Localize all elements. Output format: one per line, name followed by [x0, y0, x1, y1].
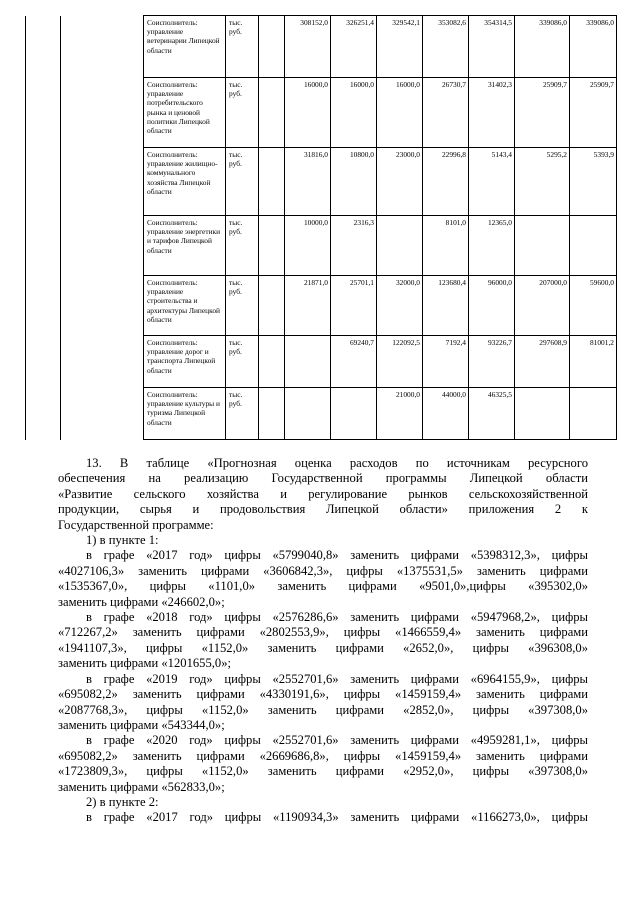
value-cell [285, 336, 331, 388]
value-cell: 32000,0 [377, 276, 423, 336]
text-line: в графе «2017 год» цифры «5799040,8» заменить цифрами «5398312,3», цифры [86, 548, 588, 563]
unit-cell: тыс. руб. [226, 216, 259, 276]
value-cell: 10000,0 [285, 216, 331, 276]
text-line: «712267,2» заменить цифрами «2802553,9», цифры «1466559,4» заменить цифрами [58, 625, 588, 640]
blank-cell [259, 276, 285, 336]
value-cell: 21000,0 [377, 388, 423, 440]
executor-cell: Соисполнитель: управление энергетики и тарифов Липецкой области [144, 216, 226, 276]
value-cell: 297608,9 [515, 336, 570, 388]
value-cell: 46325,5 [469, 388, 515, 440]
value-cell: 26730,7 [423, 78, 469, 148]
point-2-label: 2) в пункте 2: [86, 794, 159, 809]
text-line: «2087768,3», цифры «1152,0» заменить цифрами «2852,0», цифры «397308,0» [58, 702, 588, 717]
text-line: заменить цифрами «246602,0»; [58, 594, 225, 609]
value-cell [331, 388, 377, 440]
value-cell [570, 388, 617, 440]
blank-cell [26, 78, 61, 148]
table-row [26, 78, 617, 148]
text-line: в графе «2019 год» цифры «2552701,6» заменить цифрами «6964155,9», цифры [86, 671, 588, 686]
value-cell: 31816,0 [285, 148, 331, 216]
text-line: в графе «2017 год» цифры «1190934,3» заменить цифрами «1166273,0», цифры [86, 810, 588, 825]
value-cell: 25701,1 [331, 276, 377, 336]
value-cell: 16000,0 [285, 78, 331, 148]
value-cell: 339086,0 [515, 16, 570, 78]
value-cell: 21871,0 [285, 276, 331, 336]
blank-cell [61, 16, 144, 78]
text-line: продукции, сырья и продовольствия Липецкой области» приложения 2 к [58, 502, 588, 517]
value-cell: 25909,7 [570, 78, 617, 148]
value-cell: 59600,0 [570, 276, 617, 336]
value-cell: 22996,8 [423, 148, 469, 216]
text-line: 13. В таблице «Прогнозная оценка расходов по источникам ресурсного [86, 456, 588, 470]
blank-cell [26, 388, 61, 440]
table-row [26, 388, 617, 440]
value-cell: 5143,4 [469, 148, 515, 216]
value-cell: 207000,0 [515, 276, 570, 336]
text-line: Государственной программе: [58, 517, 214, 532]
unit-cell: тыс. руб. [226, 336, 259, 388]
value-cell [515, 216, 570, 276]
budget-table [25, 15, 617, 440]
paragraph-13 [58, 456, 588, 826]
blank-cell [61, 276, 144, 336]
value-cell: 329542,1 [377, 16, 423, 78]
point-1-label: 1) в пункте 1: [86, 533, 159, 548]
executor-cell: Соисполнитель: управление дорог и транспорта Липецкой области [144, 336, 226, 388]
text-line: в графе «2018 год» цифры «2576286,6» заменить цифрами «5947968,2», цифры [86, 610, 588, 625]
table-row [26, 216, 617, 276]
blank-cell [259, 336, 285, 388]
value-cell: 16000,0 [377, 78, 423, 148]
value-cell: 23000,0 [377, 148, 423, 216]
text-line: в графе «2020 год» цифры «2552701,6» заменить цифрами «4959281,1», цифры [86, 733, 588, 748]
value-cell: 12365,0 [469, 216, 515, 276]
text-line: «Развитие сельского хозяйства и регулирование рынков сельскохозяйственной [58, 486, 588, 501]
value-cell [377, 216, 423, 276]
unit-cell: тыс. руб. [226, 148, 259, 216]
value-cell: 123680,4 [423, 276, 469, 336]
value-cell: 81001,2 [570, 336, 617, 388]
value-cell: 326251,4 [331, 16, 377, 78]
value-cell: 31402,3 [469, 78, 515, 148]
table-row [26, 16, 617, 78]
blank-cell [259, 148, 285, 216]
unit-cell: тыс. руб. [226, 276, 259, 336]
text-line: заменить цифрами «1201655,0»; [58, 656, 231, 671]
text-line: «1941107,3», цифры «1152,0» заменить цифрами «2652,0», цифры «396308,0» [58, 640, 588, 655]
unit-cell: тыс. руб. [226, 16, 259, 78]
value-cell: 8101,0 [423, 216, 469, 276]
unit-cell: тыс. руб. [226, 388, 259, 440]
value-cell: 5295,2 [515, 148, 570, 216]
text-line: заменить цифрами «543344,0»; [58, 717, 225, 732]
blank-cell [26, 216, 61, 276]
blank-cell [26, 336, 61, 388]
table-row [26, 336, 617, 388]
value-cell: 5393,9 [570, 148, 617, 216]
blank-cell [61, 216, 144, 276]
executor-cell: Соисполнитель: управление строительства и архитектуры Липецкой области [144, 276, 226, 336]
executor-cell: Соисполнитель: управление культуры и туризма Липецкой области [144, 388, 226, 440]
text-line: «1723809,3», цифры «1152,0» заменить цифрами «2952,0», цифры «397308,0» [58, 764, 588, 779]
blank-cell [26, 16, 61, 78]
unit-cell: тыс. руб. [226, 78, 259, 148]
text-line: «695082,2» заменить цифрами «2669686,8», цифры «1459159,4» заменить цифрами [58, 748, 588, 763]
value-cell: 308152,0 [285, 16, 331, 78]
executor-cell: Соисполнитель: управление жилищно-коммунального хозяйства Липецкой области [144, 148, 226, 216]
blank-cell [61, 148, 144, 216]
blank-cell [26, 276, 61, 336]
value-cell: 96000,0 [469, 276, 515, 336]
value-cell: 93226,7 [469, 336, 515, 388]
value-cell: 25909,7 [515, 78, 570, 148]
table-row [26, 148, 617, 216]
blank-cell [259, 388, 285, 440]
text-line: «4027106,3» заменить цифрами «3606842,3», цифры «1375531,5» заменить цифрами [58, 563, 588, 578]
value-cell: 339086,0 [570, 16, 617, 78]
blank-cell [259, 216, 285, 276]
value-cell: 44000,0 [423, 388, 469, 440]
text-line: «1535367,0», цифры «1101,0» заменить цифрами «9501,0»,цифры «395302,0» [58, 579, 588, 594]
executor-cell: Соисполнитель: управление ветеринарии Липецкой области [144, 16, 226, 78]
value-cell: 10800,0 [331, 148, 377, 216]
value-cell [515, 388, 570, 440]
text-line: заменить цифрами «562833,0»; [58, 779, 225, 794]
value-cell [285, 388, 331, 440]
value-cell [570, 216, 617, 276]
text-line: «695082,2» заменить цифрами «4330191,6», цифры «1459159,4» заменить цифрами [58, 687, 588, 702]
value-cell: 353082,6 [423, 16, 469, 78]
value-cell: 2316,3 [331, 216, 377, 276]
value-cell: 354314,5 [469, 16, 515, 78]
value-cell: 122092,5 [377, 336, 423, 388]
blank-cell [61, 336, 144, 388]
blank-cell [61, 388, 144, 440]
value-cell: 7192,4 [423, 336, 469, 388]
text-line: обеспечения на реализацию Государственной программы Липецкой области [58, 471, 588, 486]
table-row [26, 276, 617, 336]
blank-cell [26, 148, 61, 216]
blank-cell [259, 16, 285, 78]
value-cell: 16000,0 [331, 78, 377, 148]
blank-cell [61, 78, 144, 148]
value-cell: 69240,7 [331, 336, 377, 388]
blank-cell [259, 78, 285, 148]
executor-cell: Соисполнитель: управление потребительского рынка и ценовой политики Липецкой области [144, 78, 226, 148]
